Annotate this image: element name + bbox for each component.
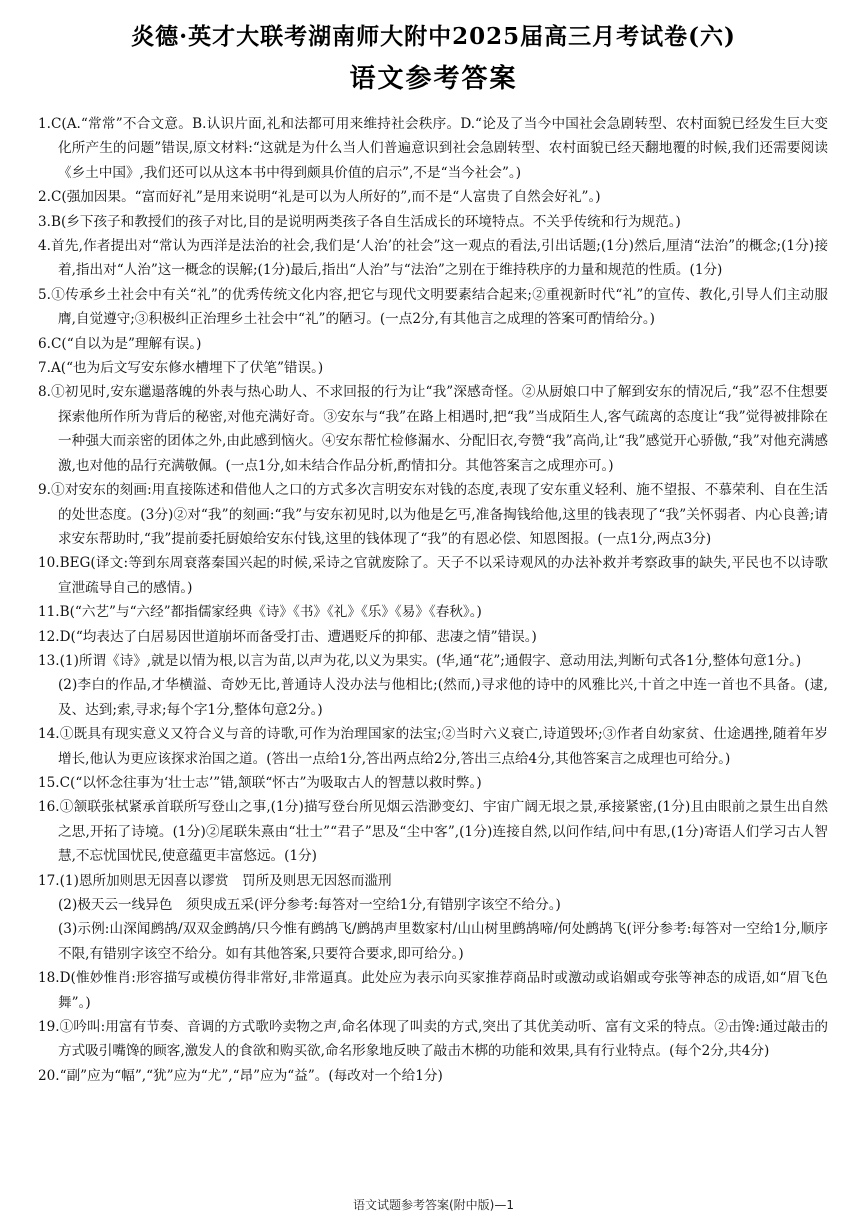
answer-item — [38, 185, 828, 209]
answer-text: B(“六艺”与“六经”都指儒家经典《诗》《书》《礼》《乐》《易》《春秋》。) — [59, 604, 482, 621]
answer-text: (2)极天云一线异色 须臾成五采(评分参考:每答对一空给1分,有错别字该空不给分。) — [58, 897, 561, 913]
answer-text: 首先,作者提出对“常认为西洋是法治的社会,我们是‘人治’的社会”这一观点的看法,引出话题;(1分)然后,厘清“法治”的概念;(1分)接着,指出对“人治”这一概念的误解;(1分)最后,指出“人治”与“法治”之别在于维持秩序的力量和规范的性质。(1分) — [50, 238, 828, 279]
answer-text: D(惟妙惟肖:形容描写或模仿得非常好,非常逼真。此处应为表示向买家推荐商品时或激动或谄媚或夸张等神态的成语,如“眉飞色舞”。) — [58, 970, 828, 1011]
answer-number: 20. — [38, 1067, 60, 1084]
answer-number: 9. — [38, 482, 51, 499]
answer-text: C(“自以为是”理解有误。) — [50, 335, 202, 352]
answer-text: ①吟叫:用富有节奏、音调的方式歌吟卖物之声,命名体现了叫卖的方式,突出了其优美动听、富有文采的特点。②击馋:通过敲击的方式吸引嘴馋的顾客,激发人的食欲和购买欲,命名形象地反映了敲击木梆的功能和效果,具有行业特点。(每个2分,共4分) — [58, 1019, 828, 1060]
answer-number: 15. — [38, 774, 60, 791]
answer-item — [38, 649, 828, 673]
answer-text: ①传承乡土社会中有关“礼”的优秀传统文化内容,把它与现代文明要素结合起来;②重视新时代“礼”的宣传、教化,引导人们主动服膺,自觉遵守;③积极纠正治理乡土社会中“礼”的陋习。(一点2分,有其他言之成理的答案可酌情给分。) — [50, 286, 828, 328]
answer-number: 17. — [38, 872, 60, 889]
answer-number: 7. — [38, 360, 51, 377]
answer-item — [38, 795, 828, 868]
answer-item — [38, 771, 828, 795]
answer-text: B(乡下孩子和教授们的孩子对比,目的是说明两类孩子各自生活成长的环境特点。不关乎传统和行为规范。) — [50, 213, 681, 230]
answer-text: D(“均表达了白居易因世道崩坏而备受打击、遭遇贬斥的抑郁、悲凄之情”错误。) — [59, 628, 537, 645]
answer-item — [38, 112, 828, 185]
answer-text: (1)恩所加则思无因喜以谬赏 罚所及则思无因怒而滥刑 — [59, 872, 392, 889]
answer-number: 12. — [38, 628, 60, 645]
answer-item — [38, 478, 828, 551]
answer-number: 19. — [38, 1019, 60, 1036]
answer-number: 13. — [38, 652, 60, 669]
answer-text: ①颔联张栻紧承首联所写登山之事,(1分)描写登台所见烟云浩渺变幻、宇宙广阔无垠之景,承接紧密,(1分)且由眼前之景生出自然之思,开拓了诗境。(1分)②尾联朱熹由“壮士”“君子”思及“尘中客”,(1分)连接自然,以问作结,问中有思,(1分)寄语人们学习古人智慧,不忘忧国忧民,使意蕴更丰富悠远。(1分) — [58, 799, 828, 865]
answer-number: 1. — [38, 116, 51, 132]
answer-list — [38, 112, 828, 1088]
answer-number: 11. — [38, 604, 60, 621]
answer-number: 6. — [38, 335, 51, 352]
answer-text: ①既具有现实意义又符合义与音的诗歌,可作为治理国家的法宝;②当时六义衰亡,诗道毁坏;③作者自幼家贫、仕途遇挫,随着年岁增长,他认为更应该探求治国之道。(答出一点给1分,答出两点给2分,答出三点给4分,其他答案言之成理也可给分。) — [58, 726, 828, 767]
answer-number: 5. — [38, 286, 51, 303]
answer-text: A(“也为后文写安东修水槽埋下了伏笔”错误。) — [50, 360, 324, 377]
page-title: 炎德·英才大联考湖南师大附中2025届高三月考试卷(六) — [131, 23, 736, 50]
page-footer: 语文试题参考答案(附中版)—1 — [353, 1198, 514, 1212]
answer-item — [38, 625, 828, 649]
answer-text: C(“以怀念往事为‘壮士志’”错,颔联“怀古”为吸取古人的智慧以救时弊。) — [59, 774, 482, 791]
answer-text: ①对安东的刻画:用直接陈述和借他人之口的方式多次言明安东对钱的态度,表现了安东重义轻利、施不望报、不慕荣利、自在生活的处世态度。(3分)②对“我”的刻画:“我”与安东初见时,以为他是乞丐,准备掏钱给他,这里的钱表现了“我”关怀弱者、内心良善;请求安东帮助时,“我”提前委托厨娘给安东付钱,这里的钱体现了“我”的有恩必偿、知恩图报。(一点1分,两点3分) — [50, 482, 828, 547]
answer-text: (1)所谓《诗》,就是以情为根,以言为苗,以声为花,以义为果实。(华,通“花”;通假字、意动用法,判断句式各1分,整体句意1分。) — [59, 652, 802, 669]
answer-number: 18. — [38, 970, 60, 987]
answer-text: BEG(译文:等到东周衰落秦国兴起的时候,采诗之官就废除了。天子不以采诗观风的办法补救并考察政事的缺失,平民也不以诗歌宣泄疏导自己的感情。) — [58, 555, 828, 596]
answer-item — [38, 356, 828, 380]
answer-text: ①初见时,安东邋遢落魄的外表与热心助人、不求回报的行为让“我”深感奇怪。②从厨娘口中了解到安东的情况后,“我”忍不住想要探索他所作所为背后的秘密,对他充满好奇。③安东与“我”在路上相遇时,把“我”当成陌生人,客气疏离的态度让“我”觉得被排除在一种强大而亲密的团体之外,由此感到恼火。④安东帮忙检修漏水、分配旧衣,夸赞“我”高尚,让“我”感觉开心骄傲,“我”对他充满感激,也对他的品行充满敬佩。(一点1分,如未结合作品分析,酌情扣分。其他答案言之成理亦可。) — [50, 384, 828, 474]
answer-text: (2)李白的作品,才华横溢、奇妙无比,普通诗人没办法与他相比;(然而,)寻求他的诗中的风雅比兴,十首之中连一首也不具备。(逮,及、达到;索,寻求;每个字1分,整体句意2分。) — [58, 677, 828, 718]
answer-number: 14. — [38, 726, 60, 743]
answer-subitem — [38, 917, 828, 966]
answer-item — [38, 722, 828, 771]
answer-item — [38, 1015, 828, 1064]
answer-number: 8. — [38, 384, 51, 401]
answer-number: 10. — [38, 555, 60, 572]
answer-number: 4. — [38, 238, 51, 255]
answer-text: “副”应为“幅”,“犹”应为“尤”,“昂”应为“益”。(每改对一个给1分) — [59, 1067, 443, 1084]
answer-text: (3)示例:山深闻鹧鸪/双双金鹧鸪/只今惟有鹧鸪飞/鹧鸪声里数家村/山山树里鹧鸪啼/何处鹧鸪飞(评分参考:每答对一空给1分,顺序不限,有错别字该空不给分。如有其他答案,只要符合要求,即可给分。) — [58, 921, 828, 962]
answer-number: 3. — [38, 213, 51, 230]
answer-item — [38, 869, 828, 893]
answer-item — [38, 380, 828, 478]
answer-subitem — [38, 893, 828, 917]
answer-number: 16. — [38, 799, 60, 816]
answer-item — [38, 551, 828, 600]
answer-item — [38, 600, 828, 624]
answer-item — [38, 966, 828, 1015]
answer-item — [38, 1064, 828, 1088]
answer-subitem — [38, 673, 828, 722]
answer-number: 2. — [38, 189, 51, 206]
answer-text: C(A.“常常”不合文意。B.认识片面,礼和法都可用来维持社会秩序。D.“论及了当今中国社会急剧转型、农村面貌已经发生巨大变化所产生的问题”错误,原文材料:“这就是为什么当人们普遍意识到社会急剧转型、农村面貌已经天翻地覆的时候,我们还需要阅读《乡土中国》,我们还可以从这本书中得到颇具价值的启示”,不是“当今社会”。) — [50, 116, 828, 181]
page-subtitle: 语文参考答案 — [349, 64, 518, 94]
answer-text: C(强加因果。“富而好礼”是用来说明“礼是可以为人所好的”,而不是“人富贵了自然会好礼”。) — [50, 189, 601, 206]
answer-item — [38, 234, 828, 283]
answer-item — [38, 283, 828, 332]
answer-item — [38, 210, 828, 234]
answer-item — [38, 332, 828, 356]
